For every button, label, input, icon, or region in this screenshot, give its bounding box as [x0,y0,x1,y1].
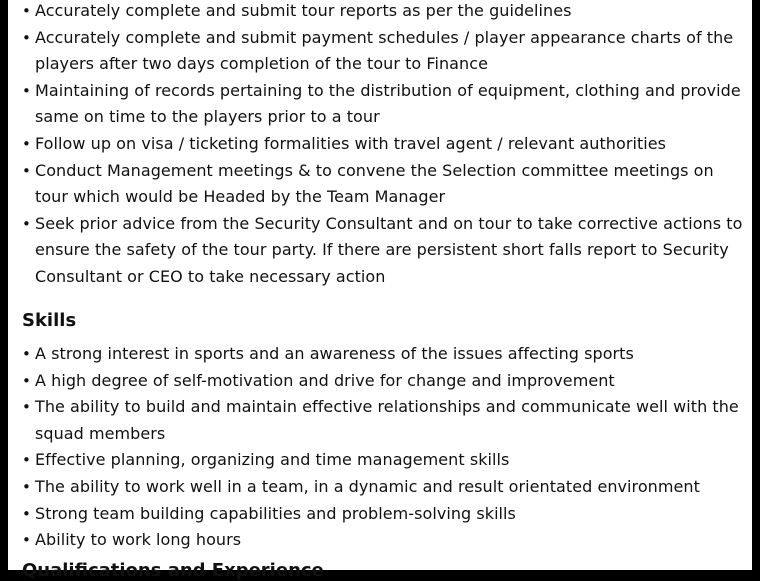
list-item: • Effective planning, organizing and time management skills [8,447,752,474]
list-item: • The ability to work well in a team, in a dynamic and result orientated environment [8,474,752,501]
bullet-icon: • [22,214,31,233]
list-item: • A strong interest in sports and an awareness of the issues affecting sports [8,341,752,368]
list-item: • Strong team building capabilities and problem-solving skills [8,501,752,528]
bullet-icon: • [22,134,31,153]
list-item: • Seek prior advice from the Security Consultant and on tour to take corrective actions to ensure the safety of the tour party. If there are persistent short falls report to Security Consultant or CEO to take necessary action [8,211,752,291]
bullet-icon: • [22,477,31,496]
list-item: • Conduct Management meetings & to convene the Selection committee meetings on tour which would be Headed by the Team Manager [8,158,752,211]
bullet-icon: • [22,345,31,363]
qualifications-heading: Qualifications and Experience [22,560,324,581]
document-page [8,0,752,581]
bullet-icon: • [22,531,31,550]
responsibilities-list [8,0,752,291]
list-item: • Accurately complete and submit payment schedules / player appearance charts of the players after two days completion of the tour to Finance [8,25,752,78]
bullet-icon: • [22,371,31,390]
skills-list [8,341,752,554]
bullet-icon: • [22,504,31,523]
list-item: • Ability to work long hours [8,527,752,554]
list-item: • Maintaining of records pertaining to the distribution of equipment, clothing and provide same on time to the players prior to a tour [8,78,752,131]
bullet-icon: • [22,28,31,47]
list-item: • Follow up on visa / ticketing formalities with travel agent / relevant authorities [8,131,752,158]
list-item: • Accurately complete and submit tour reports as per the guidelines [8,0,752,25]
list-item: • The ability to build and maintain effective relationships and communicate well with the squad members [8,394,752,447]
skills-heading: Skills [22,310,77,331]
bullet-icon: • [22,81,31,100]
bullet-icon: • [22,451,31,470]
list-item: • A high degree of self-motivation and drive for change and improvement [8,368,752,395]
bullet-icon: • [22,2,31,20]
bullet-icon: • [22,161,31,180]
bullet-icon: • [22,398,31,417]
